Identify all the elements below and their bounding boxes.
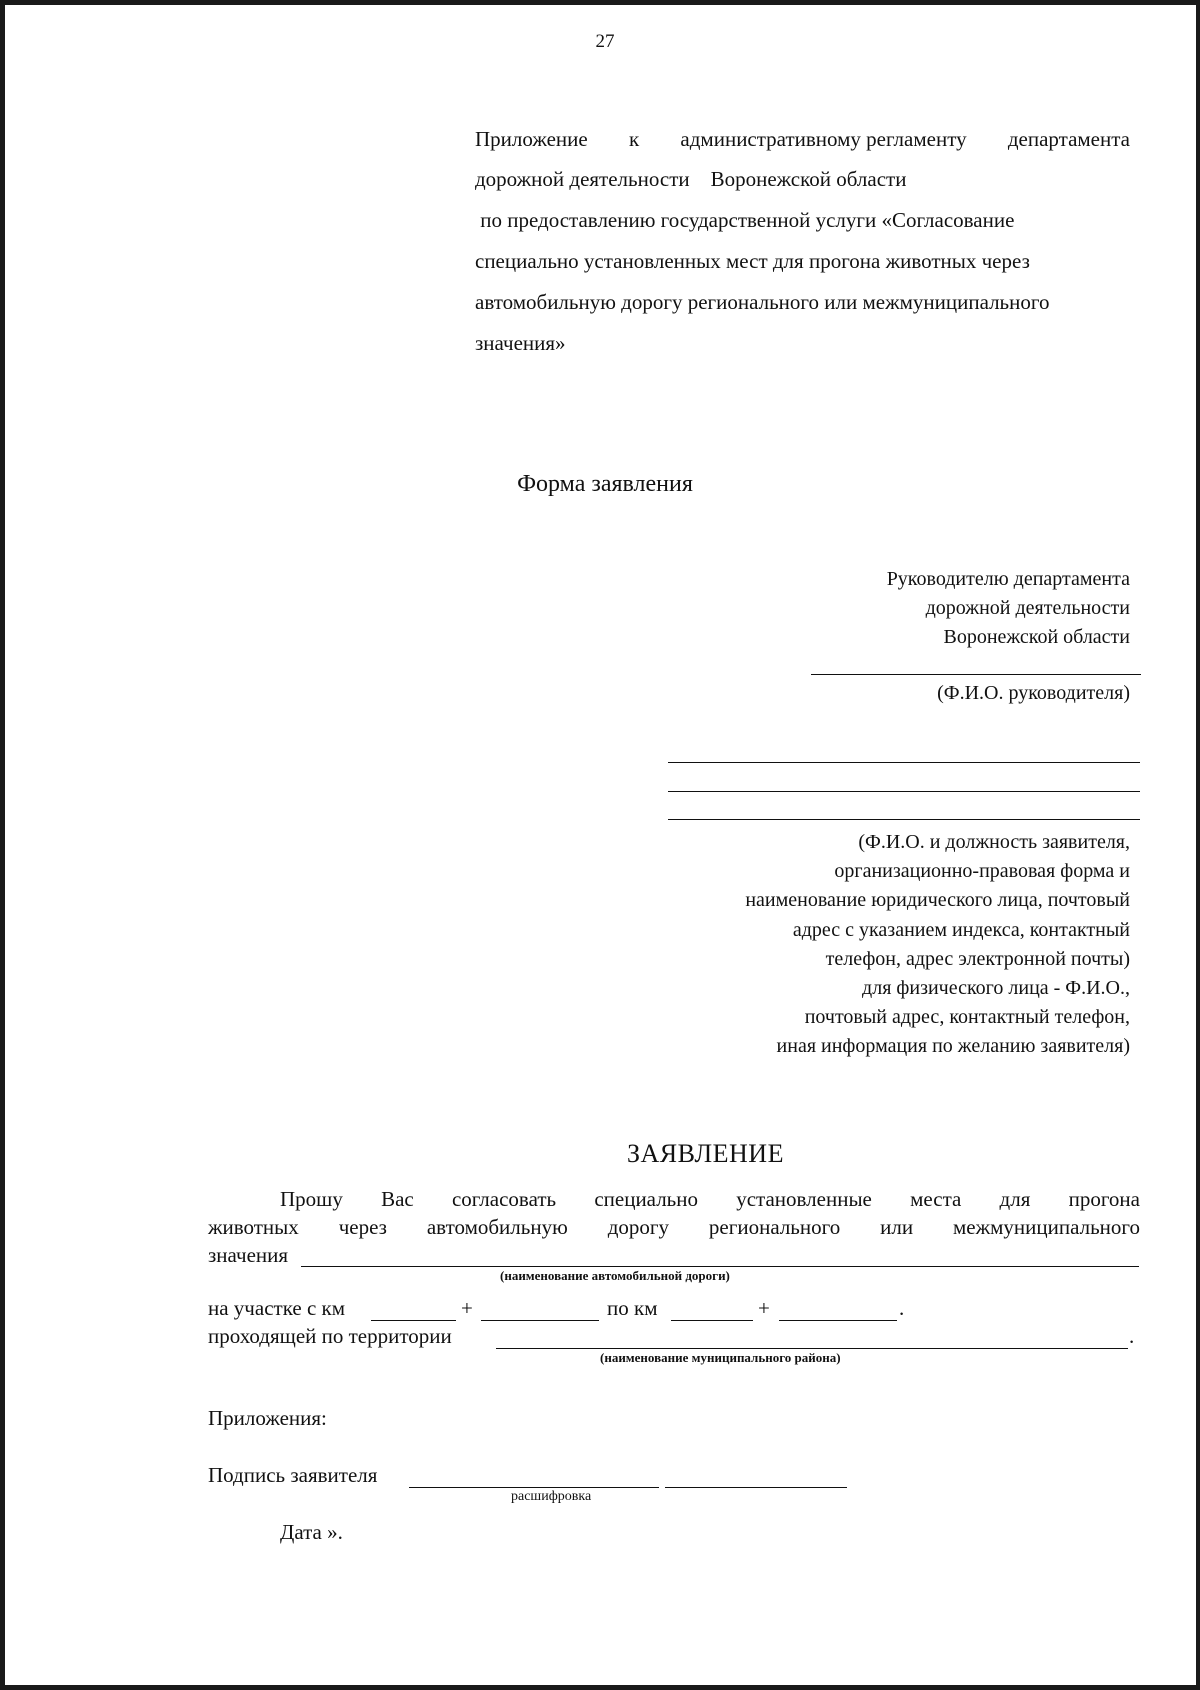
appendix-line-6: значения» bbox=[475, 331, 566, 355]
head-name-field-line[interactable] bbox=[811, 674, 1141, 675]
road-name-field-line[interactable] bbox=[301, 1266, 1139, 1267]
territory-field-line[interactable] bbox=[496, 1348, 1128, 1349]
applicant-note-line: для физического лица - Ф.И.О., bbox=[862, 977, 1130, 1000]
form-title: Форма заявления bbox=[517, 471, 693, 497]
section-from-label: на участке с км bbox=[208, 1296, 346, 1320]
applicant-field-line[interactable] bbox=[668, 762, 1140, 763]
applicant-field-line[interactable] bbox=[668, 819, 1140, 820]
statement-word: межмуниципального bbox=[953, 1215, 1140, 1239]
statement-word: согласовать bbox=[451, 1187, 557, 1211]
transcript-caption: расшифровка bbox=[511, 1489, 592, 1504]
appendix-word: административному регламенту bbox=[680, 127, 967, 151]
appendix-word: департамента bbox=[1007, 127, 1130, 151]
applicant-note-line: телефон, адрес электронной почты) bbox=[825, 947, 1130, 970]
date-label: Дата ». bbox=[280, 1520, 343, 1544]
territory-end-period: . bbox=[1129, 1324, 1135, 1348]
appendix-word: к bbox=[628, 127, 640, 151]
appendix-line-4: специально установленных мест для прогона животных через bbox=[475, 249, 1030, 273]
addressee-line-1: Руководителю департамента bbox=[886, 568, 1130, 590]
statement-title: ЗАЯВЛЕНИЕ bbox=[627, 1139, 784, 1168]
statement-line-1 bbox=[208, 1187, 1140, 1212]
statement-word: для bbox=[999, 1187, 1031, 1211]
meter-end-field[interactable] bbox=[779, 1320, 897, 1321]
section-end-period: . bbox=[899, 1296, 905, 1320]
district-caption: (наименование муниципального района) bbox=[600, 1350, 841, 1365]
signature-field-line[interactable] bbox=[409, 1487, 659, 1488]
statement-line-2 bbox=[208, 1215, 1140, 1240]
statement-word: Прошу bbox=[280, 1187, 343, 1211]
statement-word: Вас bbox=[381, 1187, 414, 1211]
appendix-line-2: дорожной деятельности Воронежской области bbox=[475, 167, 907, 191]
section-to-label: по км bbox=[607, 1296, 658, 1320]
statement-word: через bbox=[338, 1215, 387, 1239]
meter-start-field[interactable] bbox=[481, 1320, 599, 1321]
road-label: значения bbox=[208, 1243, 289, 1267]
plus-sign: + bbox=[461, 1296, 473, 1320]
km-start-field[interactable] bbox=[371, 1320, 456, 1321]
head-name-hint: (Ф.И.О. руководителя) bbox=[937, 682, 1130, 704]
applicant-note-line: иная информация по желанию заявителя) bbox=[776, 1035, 1130, 1058]
page-number: 27 bbox=[595, 31, 615, 52]
applicant-note-line: почтовый адрес, контактный телефон, bbox=[804, 1006, 1130, 1029]
addressee-line-2: дорожной деятельности bbox=[925, 597, 1130, 619]
statement-word: или bbox=[880, 1215, 914, 1239]
addressee-line-3: Воронежской области bbox=[943, 626, 1130, 648]
statement-word: дорогу bbox=[607, 1215, 669, 1239]
appendix-line-1 bbox=[475, 127, 1130, 152]
addressee-block bbox=[887, 565, 1130, 652]
applicant-field-line[interactable] bbox=[668, 791, 1140, 792]
statement-word: животных bbox=[208, 1215, 299, 1239]
appendix-line-3: по предоставлению государственной услуги «Согласование bbox=[475, 208, 1015, 232]
km-end-field[interactable] bbox=[671, 1320, 753, 1321]
statement-word: автомобильную bbox=[426, 1215, 568, 1239]
statement-word: прогона bbox=[1068, 1187, 1140, 1211]
appendix-line-5: автомобильную дорогу регионального или межмуниципального bbox=[475, 290, 1050, 314]
appendix-word: Приложение bbox=[475, 127, 588, 151]
applicant-note-line: адрес с указанием индекса, контактный bbox=[792, 918, 1130, 941]
applicant-note-line: (Ф.И.О. и должность заявителя, bbox=[858, 831, 1130, 853]
transcript-field-line[interactable] bbox=[665, 1487, 847, 1488]
signature-label: Подпись заявителя bbox=[208, 1463, 378, 1487]
road-name-caption: (наименование автомобильной дороги) bbox=[500, 1268, 730, 1283]
applicant-note bbox=[745, 828, 1130, 1062]
applicant-note-line: наименование юридического лица, почтовый bbox=[745, 889, 1130, 912]
applicant-note-line: организационно-правовая форма и bbox=[834, 860, 1130, 883]
statement-word: установленные bbox=[736, 1187, 872, 1211]
statement-word: места bbox=[910, 1187, 962, 1211]
territory-label: проходящей по территории bbox=[208, 1324, 452, 1348]
attachments-label: Приложения: bbox=[208, 1406, 327, 1430]
statement-word: специально bbox=[594, 1187, 698, 1211]
plus-sign: + bbox=[758, 1296, 770, 1320]
statement-word: регионального bbox=[708, 1215, 841, 1239]
